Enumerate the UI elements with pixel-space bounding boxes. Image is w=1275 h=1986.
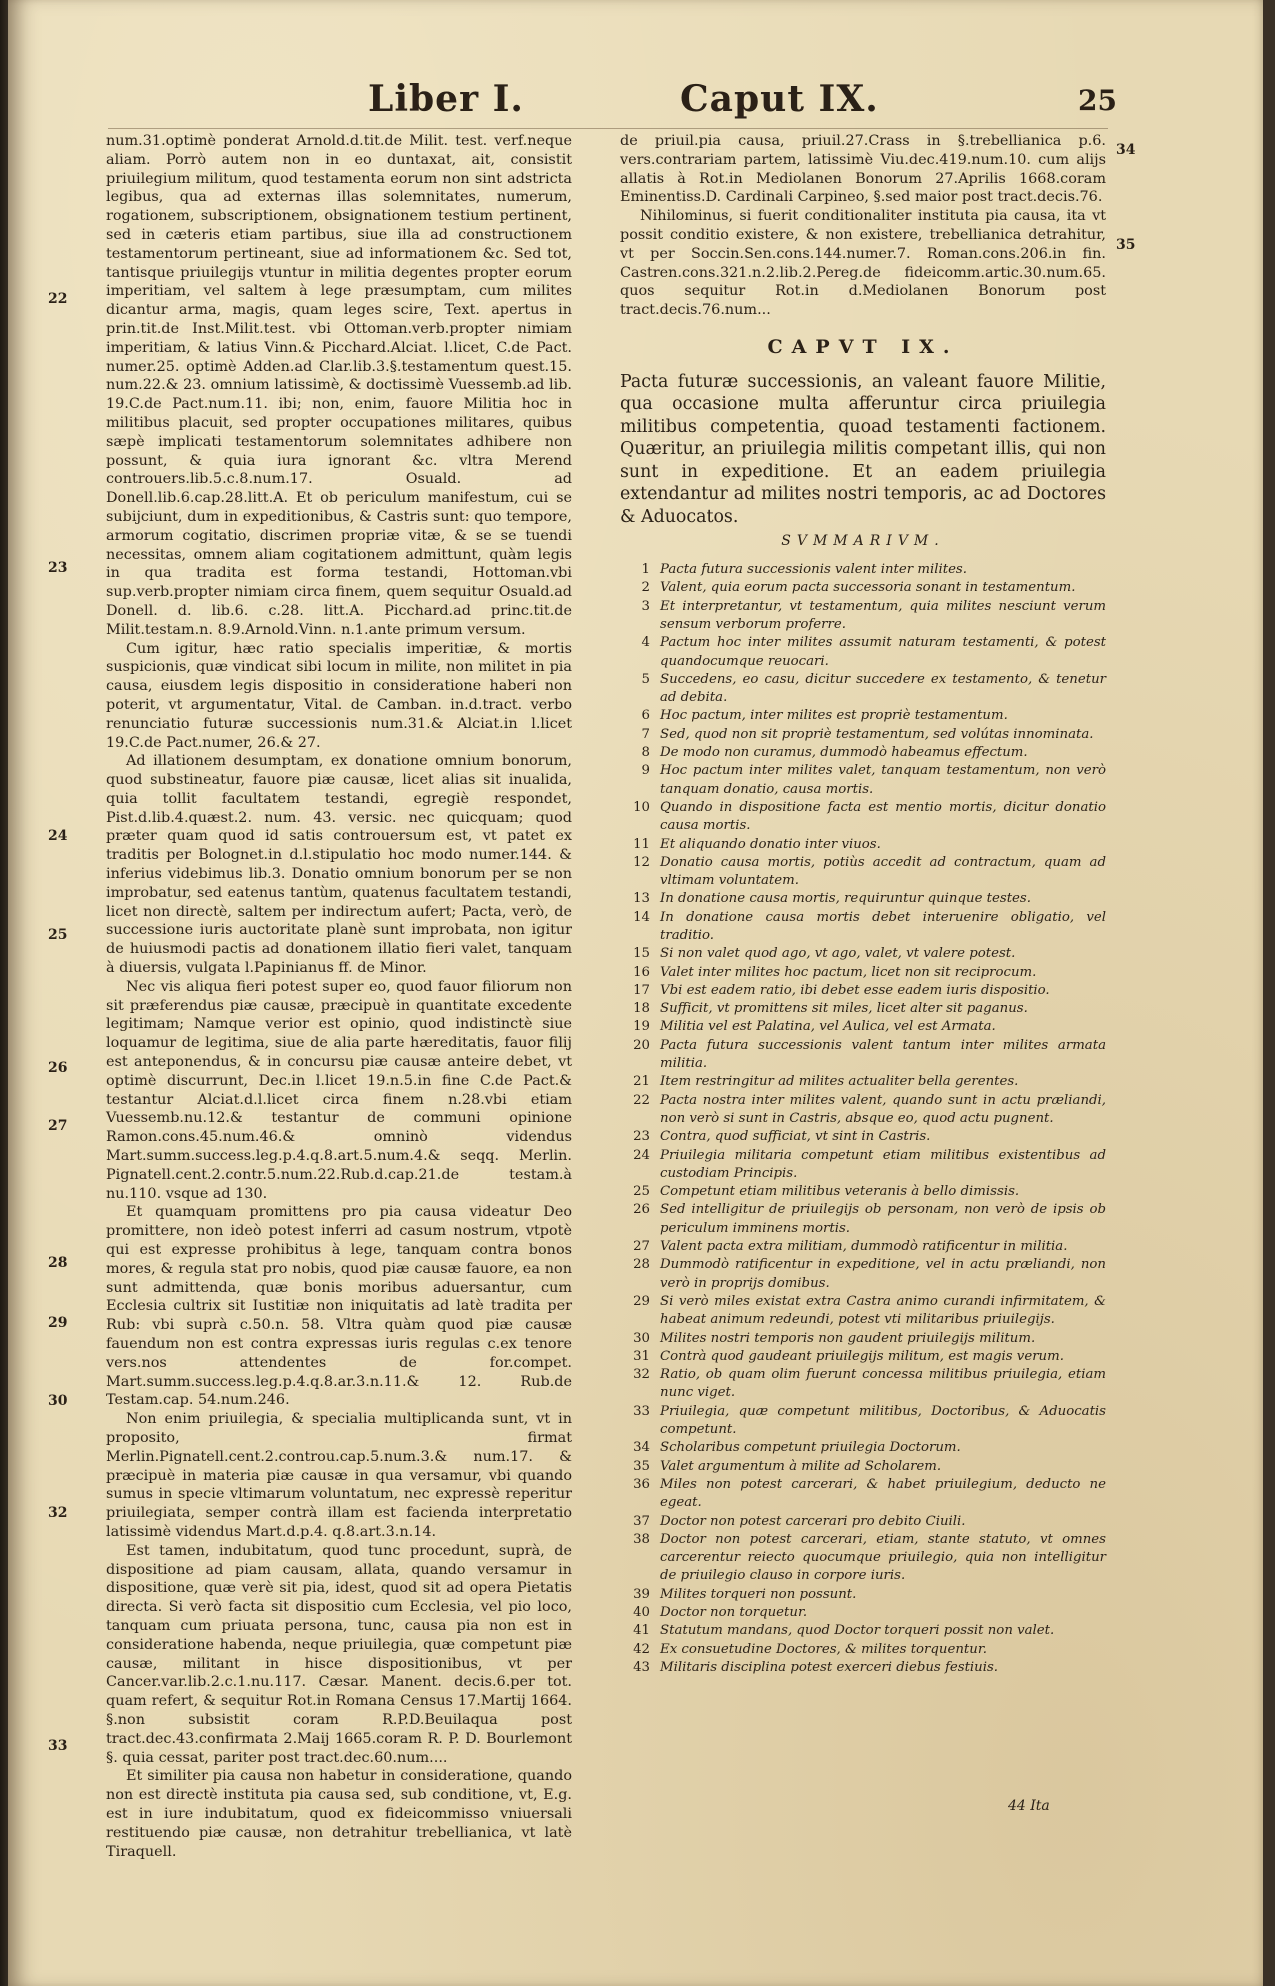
summary-item-number: 40 bbox=[633, 1604, 650, 1620]
summary-item bbox=[620, 1330, 1106, 1348]
summary-item-number: 27 bbox=[633, 1239, 650, 1255]
summary-item bbox=[620, 909, 1106, 946]
summary-item-text: Ex consuetudine Doctores, & milites torquentur. bbox=[660, 1641, 987, 1657]
summary-item-text: Si non valet quod ago, vt ago, valet, vt valere potest. bbox=[660, 946, 1016, 962]
summary-item bbox=[620, 1348, 1106, 1366]
summary-item bbox=[620, 1256, 1106, 1293]
summary-item bbox=[620, 1641, 1106, 1659]
summary-heading: SVMMARIVM. bbox=[781, 533, 945, 550]
summary-item bbox=[620, 945, 1106, 963]
right-text-column bbox=[620, 132, 1106, 1677]
summary-item bbox=[620, 1037, 1106, 1074]
summary-item-number: 25 bbox=[633, 1184, 650, 1200]
summary-item-text: Contrà quod gaudeant priuilegijs militum, est magis verum. bbox=[660, 1348, 1064, 1364]
summary-item bbox=[620, 1476, 1106, 1513]
summary-item bbox=[620, 726, 1106, 744]
summary-item-number: 19 bbox=[633, 1019, 650, 1035]
running-title-right: Caput IX. bbox=[680, 78, 879, 120]
summary-item-number: 1 bbox=[641, 562, 650, 578]
summary-item-text: Scholaribus competunt priuilegia Doctorum. bbox=[660, 1440, 961, 1456]
summary-item bbox=[620, 890, 1106, 908]
summary-item-number: 24 bbox=[633, 1147, 650, 1163]
summary-item bbox=[620, 561, 1106, 579]
margin-number: 29 bbox=[48, 1315, 68, 1331]
summary-item-number: 3 bbox=[641, 598, 650, 614]
summary-item bbox=[620, 1201, 1106, 1238]
paragraph: Ad illationem desumptam, ex donatione omnium bonorum, quod substineatur, fauore piæ causæ, licet alias sit inualida, quia tollit facultatem testandi, egregiè respondet, Pist.d.lib.4.quæst.2. num. 43. versic. nec quicquam; quod præter quam quod id satis controuersum est, vt patet ex traditis per Bolognet.in d.l.stipulatio hoc modo numer.144. & inferius videbimus lib.3. Donatio omnium bonorum per se non improbatur, sed eatenus tantùm, quatenus facultatem testandi, licet non directè, saltem per indirectum aufert; Pacta, verò, de successione iuris auctoritate planè sunt improbata, non igitur de huiusmodi pactis ad donationem illatio fieri valet, tanquam à diuersis, vulgata l.Papinianus ff. de Minor. bbox=[106, 753, 572, 977]
summary-item-number: 36 bbox=[633, 1476, 650, 1492]
header-rule bbox=[108, 128, 1108, 129]
summary-item-number: 20 bbox=[633, 1037, 650, 1053]
summary-item-number: 41 bbox=[633, 1623, 650, 1639]
summary-item-number: 34 bbox=[633, 1440, 650, 1456]
summary-item-number: 8 bbox=[641, 745, 650, 761]
margin-number: 24 bbox=[48, 828, 68, 844]
summary-item-text: Competunt etiam militibus veteranis à bello dimissis. bbox=[660, 1184, 1020, 1200]
summary-item-text: Quando in dispositione facta est mentio mortis, dicitur donatio causa mortis. bbox=[660, 799, 1106, 834]
summary-item-text: In donatione causa mortis, requiruntur quinque testes. bbox=[660, 891, 1031, 907]
summary-item-text: De modo non curamus, dummodò habeamus effectum. bbox=[660, 745, 1028, 761]
summary-item-text: Succedens, eo casu, dicitur succedere ex testamento, & tenetur ad debita. bbox=[660, 671, 1106, 706]
summary-item-number: 38 bbox=[633, 1531, 650, 1547]
chapter-heading: CAPVT IX. bbox=[767, 335, 959, 358]
summary-item bbox=[620, 1128, 1106, 1146]
summary-item-number: 26 bbox=[633, 1202, 650, 1218]
left-text-column bbox=[106, 132, 572, 1861]
paragraph: Nec vis aliqua fieri potest super eo, quod fauor filiorum non sit præferendus piæ causæ, præcipuè in quantitate excedente legitimam; Namque verior est opinio, quod indistinctè siue loquamur de legitima, siue de alia parte hæreditatis, fauor filij est anteponendus, & in concursu piæ causæ anteire debet, vt optimè discurrunt, Dec.in l.licet 19.n.5.in fine C.de Pact.& testantur Alciat.d.l.licet circa finem n.28.vbi etiam Vuessemb.nu.12.& testantur de communi opinione Ramon.cons.45.num.46.& omninò videndus Mart.summ.success.leg.p.4.q.8.art.5.num.4.& seqq. Merlin. Pignatell.cent.2.contr.5.num.22.Rub.d.cap.21.de testam.à nu.110. vsque ad 130. bbox=[106, 978, 572, 1202]
summary-item bbox=[620, 1018, 1106, 1036]
summary-item bbox=[620, 799, 1106, 836]
paragraph: Cum igitur, hæc ratio specialis imperitiæ, & mortis suspicionis, quæ vindicat sibi locum in milite, non militet in pia causa, eiusdem legis dispositio in consideratione haberi non poterit, vt argumentatur, Vital. de Camban. in.d.tract. verbo renunciatio futuræ successionis num.31.& Alciat.in l.licet 19.C.de Pact.numer, 26.& 27. bbox=[106, 640, 572, 751]
margin-number: 23 bbox=[48, 560, 68, 576]
summary-item-number: 2 bbox=[641, 580, 650, 596]
summary-item-text: Valet argumentum à milite ad Scholarem. bbox=[660, 1458, 942, 1474]
summary-item bbox=[620, 1147, 1106, 1184]
summary-item-text: Valet inter milites hoc pactum, licet non sit reciprocum. bbox=[660, 964, 1037, 980]
running-header bbox=[8, 78, 1263, 126]
summary-item-text: Miles non potest carcerari, & habet priuilegium, deducto ne egeat. bbox=[660, 1476, 1106, 1511]
summary-item-number: 16 bbox=[633, 964, 650, 980]
summary-item-number: 30 bbox=[633, 1330, 650, 1346]
summary-item-number: 5 bbox=[641, 671, 650, 687]
summary-item-text: In donatione causa mortis debet interuenire obligatio, vel traditio. bbox=[660, 909, 1106, 943]
summary-item-text: Milites torqueri non possunt. bbox=[660, 1586, 857, 1602]
summary-item-number: 17 bbox=[633, 982, 650, 998]
summary-item-number: 33 bbox=[633, 1403, 650, 1419]
summary-item-text: Militia vel est Palatina, vel Aulica, vel est Armata. bbox=[660, 1019, 996, 1035]
summary-item-number: 35 bbox=[633, 1458, 650, 1474]
summary-item bbox=[620, 1366, 1106, 1403]
summary-item-text: Et aliquando donatio inter viuos. bbox=[660, 836, 881, 852]
summary-item-number: 23 bbox=[633, 1129, 650, 1145]
summary-item bbox=[620, 1403, 1106, 1440]
summary-item-number: 42 bbox=[633, 1641, 650, 1657]
summary-item bbox=[620, 1183, 1106, 1201]
summary-item bbox=[620, 1000, 1106, 1018]
summary-item-number: 22 bbox=[633, 1092, 650, 1108]
margin-number: 30 bbox=[48, 1393, 68, 1409]
summary-item-text: Sufficit, vt promittens sit miles, licet alter sit paganus. bbox=[660, 1001, 1028, 1017]
catchword: 44 Ita bbox=[1008, 1798, 1050, 1814]
summary-item bbox=[620, 762, 1106, 799]
paragraph: Et quamquam promittens pro pia causa videatur Deo promittere, non ideò potest inferri ad casum nostrum, vtpotè qui est expresse prohibitus à lege, tanquam contra bonos mores, & regula stat pro nobis, quod piæ causæ fauore, ea non sunt admittenda, quæ bonis moribus aduersantur, cum Ecclesia cultrix sit Iustitiæ non iniquitatis ad latè tradita per Rub: vbi suprà c.50.n. 58. Vltra quàm quod piæ causæ fauendum non est contra expressas iuris regulas c.ex tenore vers.nos attendentes de for.compet. Mart.summ.success.leg.p.4.q.8.ar.3.n.11.& 12. Rub.de Testam.cap. 54.num.246. bbox=[106, 1204, 572, 1409]
summary-item-number: 15 bbox=[633, 946, 650, 962]
margin-number: 22 bbox=[48, 291, 68, 307]
summary-item-text: Valent, quia eorum pacta successoria sonant in testamentum. bbox=[660, 580, 1076, 596]
summary-item-text: Militaris disciplina potest exerceri diebus festiuis. bbox=[660, 1659, 999, 1675]
summary-item-number: 28 bbox=[633, 1257, 650, 1273]
summary-item-number: 43 bbox=[633, 1659, 650, 1675]
summary-item-text: Statutum mandans, quod Doctor torqueri possit non valet. bbox=[660, 1623, 1055, 1639]
summary-item-number: 6 bbox=[641, 708, 650, 724]
margin-number: 28 bbox=[48, 1255, 68, 1271]
summary-item-text: Contra, quod sufficiat, vt sint in Castris. bbox=[660, 1129, 931, 1145]
summary-item-text: Et interpretantur, vt testamentum, quia milites nesciunt verum sensum verborum proferre. bbox=[660, 598, 1106, 632]
summary-item-text: Si verò miles existat extra Castra animo curandi infirmitatem, & habeat animum redeundi, potest vti militaribus priuilegijs. bbox=[660, 1293, 1106, 1328]
summary-item-number: 7 bbox=[641, 726, 650, 742]
margin-number: 27 bbox=[48, 1118, 68, 1134]
summary-item-text: Donatio causa mortis, potiùs accedit ad contractum, quam ad vltimam voluntatem. bbox=[660, 854, 1106, 889]
summary-item-text: Sed intelligitur de priuilegijs ob personam, non verò de ipsis ob periculum imminens mortis. bbox=[660, 1202, 1106, 1236]
summary-item-text: Pacta nostra inter milites valent, quando sunt in actu præliandi, non verò si sunt in Castris, absque eo, quod actu pugnent. bbox=[660, 1092, 1106, 1126]
summary-item-number: 31 bbox=[633, 1348, 650, 1364]
summary-item bbox=[620, 982, 1106, 1000]
summary-item bbox=[620, 634, 1106, 671]
summary-item-number: 29 bbox=[633, 1293, 650, 1309]
margin-number: 35 bbox=[1116, 237, 1136, 253]
summary-item-text: Pactum hoc inter milites assumit naturam testamenti, & potest quandocumque reuocari. bbox=[660, 635, 1106, 669]
paragraph: Est tamen, indubitatum, quod tunc procedunt, suprà, de dispositione ad piam causam, allata, quando versamur in dispositione, quæ verè sit pia, idest, quod sit ad opera Pietatis directa. Si verò facta sit dispositio cum Ecclesia, vel pio loco, tanquam cum priuata persona, tunc, causa pia non est in consideratione habenda, neque priuilegia, quæ competunt piæ causæ, militant in hisce dispositionibus, vt per Cancer.var.lib.2.c.1.nu.117. Cæsar. Manent. decis.6.per tot. quam refert, & sequitur Rot.in Romana Census 17.Martij 1664. §.non subsistit coram R.P.D.Beuilaqua post tract.dec.43.confirmata 2.Maij 1665.coram R. P. D. Bourlemont §. quia cessat, pariter post tract.dec.60.num.... bbox=[106, 1542, 572, 1766]
summary-item bbox=[620, 1622, 1106, 1640]
margin-number: 33 bbox=[48, 1738, 68, 1754]
summary-item bbox=[620, 1659, 1106, 1677]
summary-item-text: Sed, quod non sit propriè testamentum, sed volútas innominata. bbox=[660, 726, 1094, 742]
summary-item-number: 12 bbox=[633, 854, 650, 870]
book-page bbox=[8, 0, 1263, 1986]
summary-item-text: Dummodò ratificentur in expeditione, vel in actu præliandi, non verò in proprijs domibus. bbox=[660, 1257, 1106, 1291]
summary-item-text: Doctor non potest carcerari, etiam, stante statuto, vt omnes carcerentur reiecto quocumque priuilegio, quia non intelligitur de priuilegio clauso in corpore iuris. bbox=[660, 1531, 1106, 1584]
summary-item bbox=[620, 1238, 1106, 1256]
running-title-left: Liber I. bbox=[368, 78, 524, 120]
summary-item bbox=[620, 1604, 1106, 1622]
summary-item-text: Pacta futura successionis valent inter milites. bbox=[660, 562, 967, 578]
paragraph: Non enim priuilegia, & specialia multiplicanda sunt, vt in proposito, firmat Merlin.Pignatell.cent.2.controu.cap.5.num.3.& num.17. & præcipuè in materia piæ causæ in qua versamur, vbi quando sumus in specie vltimarum voluntatum, nec expressè reperitur priuilegiata, semper contrà illam est facienda interpretatio latissimè videndus Mart.d.p.4. q.8.art.3.n.14. bbox=[106, 1411, 572, 1540]
summary-list bbox=[620, 561, 1106, 1677]
summary-item bbox=[620, 1073, 1106, 1091]
margin-number: 26 bbox=[48, 1060, 68, 1076]
summary-item-number: 10 bbox=[633, 799, 650, 815]
page-number: 25 bbox=[1078, 84, 1117, 117]
paragraph: de priuil.pia causa, priuil.27.Crass in §.trebellianica p.6. vers.contrariam partem, latissimè Viu.dec.419.num.10. cum alijs allatis à Rot.in Mediolanen Bonorum 27.Aprilis 1668.coram Eminentiss.D. Cardinali Carpineo, §.sed maior post tract.decis.76. bbox=[620, 133, 1106, 206]
summary-item-text: Hoc pactum, inter milites est propriè testamentum. bbox=[660, 708, 1008, 724]
margin-number: 34 bbox=[1116, 142, 1136, 158]
summary-item-text: Doctor non torquetur. bbox=[660, 1604, 808, 1620]
summary-item-text: Priuilegia militaria competunt etiam militibus existentibus ad custodiam Principis. bbox=[660, 1147, 1106, 1181]
summary-item-text: Pacta futura successionis valent tantum inter milites armata militia. bbox=[660, 1037, 1106, 1072]
summary-item bbox=[620, 1293, 1106, 1330]
summary-item bbox=[620, 1458, 1106, 1476]
summary-item bbox=[620, 964, 1106, 982]
summary-item-text: Priuilegia, quæ competunt militibus, Doctoribus, & Aduocatis competunt. bbox=[660, 1403, 1106, 1438]
summary-item bbox=[620, 1513, 1106, 1531]
summary-item-number: 18 bbox=[633, 1001, 650, 1017]
summary-item bbox=[620, 1092, 1106, 1129]
summary-item-number: 32 bbox=[633, 1367, 650, 1383]
summary-item-text: Item restringitur ad milites actualiter bella gerentes. bbox=[660, 1074, 1019, 1090]
paragraph: Nihilominus, si fuerit conditionaliter instituta pia causa, ita vt possit conditio existere, & non existere, trebellianica detrahitur, vt per Soccin.Sen.cons.144.numer.7. Roman.cons.206.in fin. Castren.cons.321.n.2.lib.2.Pereg.de fideicomm.artic.30.num.65. quos sequitur Rot.in d.Mediolanen Bonorum post tract.decis.76.num... bbox=[620, 208, 1106, 319]
summary-item bbox=[620, 1586, 1106, 1604]
summary-item bbox=[620, 854, 1106, 891]
margin-number: 25 bbox=[48, 927, 68, 943]
paragraph: Et similiter pia causa non habetur in consideratione, quando non est directè instituta pia causa sed, sub conditione, vt, E.g. est in iure indubitatum, quod ex fideicommisso vniuersali restituendo piæ causæ, non detrahitur trebellianica, vt latè Tiraquell. bbox=[106, 1768, 572, 1860]
summary-item bbox=[620, 671, 1106, 708]
summary-item-text: Doctor non potest carcerari pro debito Ciuili. bbox=[660, 1513, 966, 1529]
summary-item bbox=[620, 579, 1106, 597]
summary-item-text: Ratio, ob quam olim fuerunt concessa militibus priuilegia, etiam nunc viget. bbox=[660, 1367, 1106, 1401]
margin-number: 32 bbox=[48, 1505, 68, 1521]
summary-item bbox=[620, 1531, 1106, 1586]
summary-item-number: 13 bbox=[633, 891, 650, 907]
summary-item-text: Valent pacta extra militiam, dummodò ratificentur in militia. bbox=[660, 1239, 1068, 1255]
summary-item-text: Hoc pactum inter milites valet, tanquam testamentum, non verò tanquam donatio, causa mortis. bbox=[660, 763, 1106, 797]
summary-item bbox=[620, 598, 1106, 635]
paragraph: num.31.optimè ponderat Arnold.d.tit.de Milit. test. verf.neque aliam. Porrò autem non in eo duntaxat, ait, consistit priuilegium militum, quod testamenta eorum non sint adstricta legibus, qua ad externas illas solemnitates, numerum, rogationem, subscriptionem, obsignationem testium pertinent, sed in cæteris etiam partibus, siue illa ad constructionem testamentorum pertineant, siue ad informationem &c. Sed tot, tantisque priuilegijs vtuntur in militia degentes propter eorum imperitiam, vel saltem à lege præsumptam, cum milites dicantur arma, magis, quam leges scire, Text. apertus in prin.tit.de Inst.Milit.test. vbi Ottoman.verb.propter nimiam imperitiam, & latius Vinn.& Picchard.Alciat. l.licet, C.de Pact. numer.25. optimè Adden.ad Clar.lib.3.§.testamentum quest.15. num.22.& 23. omnium latissimè, & doctissimè Vuessemb.ad lib. 19.C.de Pact.num.11. ibi; non, enim, fauore Militia hoc in militibus placuit, sed propter occupationes militares, quibus sæpè implicati testamentorum solemnitates adhibere non possunt, & quia iura ignorant &c. vltra Merend controuers.lib.5.c.8.num.17. Osuald. ad Donell.lib.6.cap.28.litt.A. Et ob periculum manifestum, cui se subijciunt, dum in expeditionibus, & Castris sunt: quo tempore, armorum cogitatio, discrimen propriæ vitæ, & se se tuendi necessitas, omnem aliam cogitationem admittunt, quàm legis in qua tradita est forma testandi, Hottoman.vbi sup.verb.propter nimiam circa finem, quem sequitur Osuald.ad Donell. d. lib.6. c.28. litt.A. Picchard.ad princ.tit.de Milit.testam.n. 8.9.Arnold.Vinn. n.1.ante primum versum. bbox=[106, 133, 572, 638]
summary-item-number: 11 bbox=[633, 836, 650, 852]
summary-item bbox=[620, 707, 1106, 725]
summary-item-text: Vbi est eadem ratio, ibi debet esse eadem iuris dispositio. bbox=[660, 982, 1050, 998]
summary-item-number: 4 bbox=[641, 635, 650, 651]
summary-item bbox=[620, 836, 1106, 854]
summary-item-number: 21 bbox=[633, 1074, 650, 1090]
chapter-description: Pacta futuræ successionis, an valeant fauore Militie, qua occasione multa afferuntur circa priuilegia militibus competentia, quoad testamenti factionem. Quæritur, an priuilegia militis competant illis, qui non sunt in expeditione. Et an eadem priuilegia extendantur ad milites nostri temporis, ac ad Doctores & Aduocatos. bbox=[620, 371, 1106, 527]
summary-item-number: 14 bbox=[633, 909, 650, 925]
summary-item-text: Milites nostri temporis non gaudent priuilegijs militum. bbox=[660, 1330, 1036, 1346]
summary-item bbox=[620, 1439, 1106, 1457]
summary-item-number: 39 bbox=[633, 1586, 650, 1602]
summary-item bbox=[620, 744, 1106, 762]
summary-item-number: 37 bbox=[633, 1513, 650, 1529]
summary-item-number: 9 bbox=[641, 763, 650, 779]
